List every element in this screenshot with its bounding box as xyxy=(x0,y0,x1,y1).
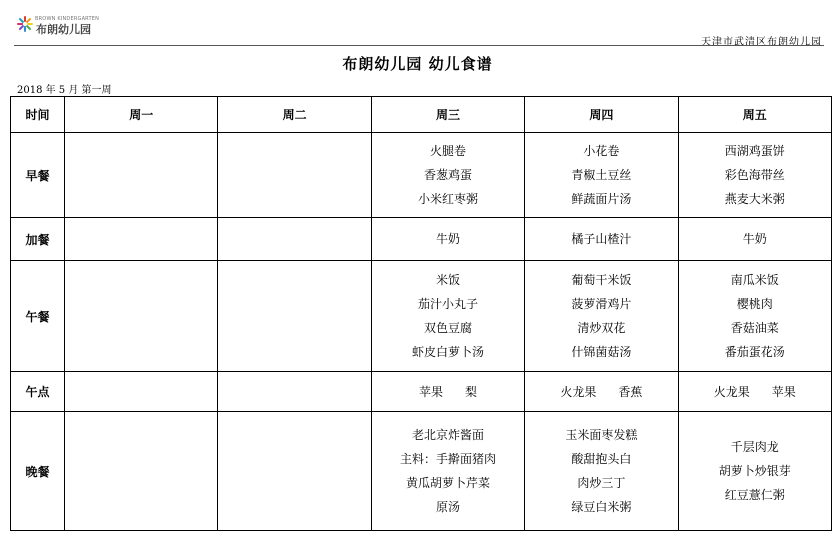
organization-name: 天津市武清区布朗幼儿园 xyxy=(701,37,822,48)
dish: 红豆薏仁粥 xyxy=(724,488,785,502)
dish: 茄汁小丸子 xyxy=(417,297,478,311)
menu-cell-friday xyxy=(678,261,831,372)
dish: 小米红枣粥 xyxy=(417,192,478,206)
logo-tagline: BROWN KINDERGARTEN xyxy=(35,16,100,22)
dish: 牛奶 xyxy=(742,232,767,246)
menu-cell-tuesday xyxy=(218,372,371,412)
menu-table xyxy=(10,96,832,531)
dish: 双色豆腐 xyxy=(423,321,472,335)
dish: 牛奶 xyxy=(435,232,460,246)
menu-cell-friday xyxy=(678,218,831,261)
page-header xyxy=(0,0,835,46)
dish: 原汤 xyxy=(435,500,460,514)
column-header-thursday: 周四 xyxy=(525,97,678,133)
menu-cell-thursday xyxy=(525,218,678,261)
sunburst-logo-icon xyxy=(17,16,33,32)
menu-cell-wednesday xyxy=(371,133,524,218)
header-row xyxy=(11,97,832,133)
fruit: 香蕉 xyxy=(618,385,643,399)
menu-cell-tuesday xyxy=(218,261,371,372)
dish: 米饭 xyxy=(435,273,460,287)
menu-cell-monday xyxy=(65,261,218,372)
page-title: 布朗幼儿园 幼儿食谱 xyxy=(342,55,493,73)
menu-cell-wednesday xyxy=(371,372,524,412)
menu-cell-tuesday xyxy=(218,133,371,218)
dish: 胡萝卜炒银芽 xyxy=(718,464,791,478)
dish: 玉米面枣发糕 xyxy=(565,428,638,442)
dish: 主料：手擀面猪肉 xyxy=(399,452,496,466)
dish: 千层肉龙 xyxy=(730,440,779,454)
fruit: 火龙果 xyxy=(560,385,597,399)
dish: 樱桃肉 xyxy=(736,297,773,311)
logo-name: 布朗幼儿园 xyxy=(36,23,91,36)
fruit: 苹果 xyxy=(418,385,443,399)
menu-cell-monday xyxy=(65,218,218,261)
meal-label: 晚餐 xyxy=(11,412,65,531)
dish: 燕麦大米粥 xyxy=(724,192,785,206)
header-divider xyxy=(14,45,824,46)
dish: 葡萄干米饭 xyxy=(571,273,632,287)
meal-label: 加餐 xyxy=(11,218,65,261)
dish: 火腿卷 xyxy=(429,144,466,158)
kindergarten-logo xyxy=(17,16,107,42)
menu-cell-thursday xyxy=(525,261,678,372)
dish: 虾皮白萝卜汤 xyxy=(411,345,484,359)
menu-cell-friday xyxy=(678,412,831,531)
dish: 彩色海带丝 xyxy=(724,168,785,182)
dish: 番茄蛋花汤 xyxy=(724,345,785,359)
dish: 西湖鸡蛋饼 xyxy=(724,144,785,158)
table-row-afternoon-snack xyxy=(11,372,832,412)
dish: 菠萝滑鸡片 xyxy=(571,297,632,311)
menu-cell-friday xyxy=(678,372,831,412)
dish: 老北京炸酱面 xyxy=(411,428,484,442)
menu-cell-wednesday xyxy=(371,261,524,372)
column-header-time: 时间 xyxy=(11,97,65,133)
table-row-dinner xyxy=(11,412,832,531)
dish: 什锦菌菇汤 xyxy=(571,345,632,359)
menu-period: 2018 年 5 月 第一周 xyxy=(17,85,112,96)
meal-label: 早餐 xyxy=(11,133,65,218)
dish: 香葱鸡蛋 xyxy=(423,168,472,182)
meal-label: 午餐 xyxy=(11,261,65,372)
menu-cell-friday xyxy=(678,133,831,218)
fruit-pair xyxy=(679,383,831,400)
menu-cell-monday xyxy=(65,412,218,531)
menu-cell-thursday xyxy=(525,133,678,218)
menu-cell-thursday xyxy=(525,412,678,531)
fruit: 火龙果 xyxy=(713,385,750,399)
menu-cell-monday xyxy=(65,372,218,412)
menu-cell-wednesday xyxy=(371,218,524,261)
dish: 鲜蔬面片汤 xyxy=(571,192,632,206)
table-row-breakfast xyxy=(11,133,832,218)
dish: 清炒双花 xyxy=(577,321,626,335)
dish: 绿豆白米粥 xyxy=(571,500,632,514)
column-header-friday: 周五 xyxy=(678,97,831,133)
column-header-wednesday: 周三 xyxy=(371,97,524,133)
column-header-monday: 周一 xyxy=(65,97,218,133)
dish: 酸甜抱头白 xyxy=(571,452,632,466)
dish: 小花卷 xyxy=(583,144,620,158)
menu-cell-thursday xyxy=(525,372,678,412)
dish: 黄瓜胡萝卜芹菜 xyxy=(405,476,490,490)
dish: 青椒土豆丝 xyxy=(571,168,632,182)
fruit-pair xyxy=(372,383,524,400)
fruit: 苹果 xyxy=(771,385,796,399)
table-row-snack xyxy=(11,218,832,261)
column-header-tuesday: 周二 xyxy=(218,97,371,133)
menu-cell-monday xyxy=(65,133,218,218)
dish: 橘子山楂汁 xyxy=(571,232,632,246)
fruit: 梨 xyxy=(464,385,477,399)
fruit-pair xyxy=(525,383,677,400)
menu-cell-wednesday xyxy=(371,412,524,531)
meal-label: 午点 xyxy=(11,372,65,412)
dish: 南瓜米饭 xyxy=(730,273,779,287)
table-row-lunch xyxy=(11,261,832,372)
menu-cell-tuesday xyxy=(218,412,371,531)
dish: 香菇油菜 xyxy=(730,321,779,335)
menu-cell-tuesday xyxy=(218,218,371,261)
dish: 肉炒三丁 xyxy=(577,476,626,490)
